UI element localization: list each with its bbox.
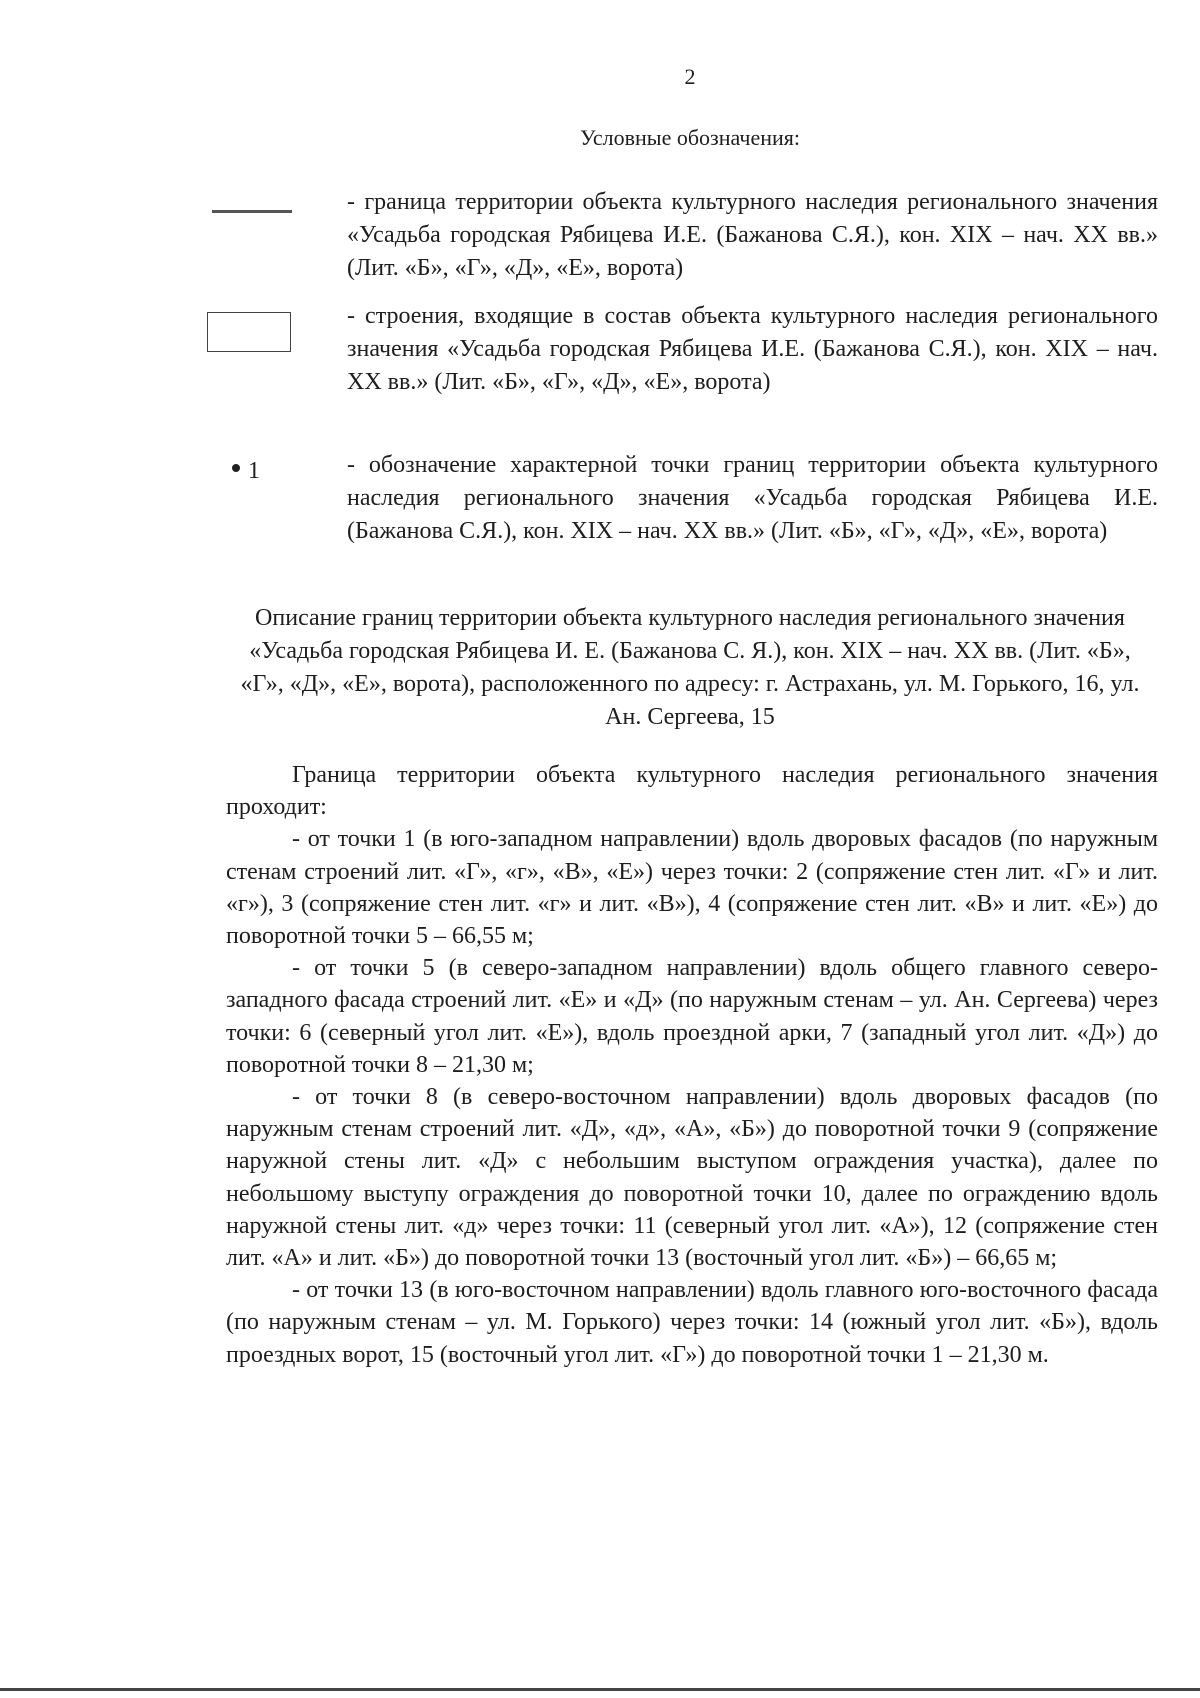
boundary-line-symbol <box>212 210 292 213</box>
legend-title: Условные обозначения: <box>579 125 801 150</box>
legend-item-point: - обозначение характерной точки границ территории объекта культурного наследия регионального значения «Усадьба городская Рябицева И.Е. (Бажанова С.Я.), кон. XIX – нач. XX вв.» (Лит. «Б», «Г», «Д», «Е», ворота) <box>347 452 1158 544</box>
description-paragraph: - от точки 8 (в северо-восточном направлении) вдоль дворовых фасадов (по наружным стенам строений лит. «Д», «д», «А», «Б») до поворотной точки 9 (сопряжение наружной стены лит. «Д» с небольшим выступом ограждения участка), далее по небольшому выступу ограждения до поворотной точки 10, далее по ограждению вдоль наружной стены лит. «д» через точки: 11 (северный угол лит. «А»), 12 (сопряжение стен лит. «А» и лит. «Б») до поворотной точки 13 (восточный угол лит. «Б») – 66,65 м; <box>226 1084 1158 1272</box>
description-paragraph: - от точки 5 (в северо-западном направлении) вдоль общего главного северо-западного фасада строений лит. «Е» и «Д» (по наружным стенам – ул. Ан. Сергеева) через точки: 6 (северный угол лит. «Е»), вдоль проездной арки, 7 (западный угол лит. «Д») до поворотной точки 8 – 21,30 м; <box>226 955 1158 1078</box>
point-marker-symbol <box>232 458 260 485</box>
point-marker-label: 1 <box>248 458 260 484</box>
legend-item-buildings: - строения, входящие в состав объекта культурного наследия регионального значения «Усадьба городская Рябицева И.Е. (Бажанова С.Я.), кон. XIX – нач. XX вв.» (Лит. «Б», «Г», «Д», «Е», ворота) <box>347 303 1158 395</box>
bottom-rule <box>0 1688 1200 1691</box>
building-outline-symbol <box>207 312 291 352</box>
point-dot-icon <box>232 464 240 472</box>
description-paragraph: Граница территории объекта культурного наследия регионального значения проходит: <box>226 762 1158 821</box>
description-paragraph: - от точки 1 (в юго-западном направлении) вдоль дворовых фасадов (по наружным стенам строений лит. «Г», «г», «В», «Е») через точки: 2 (сопряжение стен лит. «Г» и лит. «г»), 3 (сопряжение стен лит. «г» и лит. «В»), 4 (сопряжение стен лит. «В» и лит. «Е») до поворотной точки 5 – 66,55 м; <box>226 826 1158 950</box>
boundary-description <box>226 759 1158 1371</box>
legend-item-boundary: - граница территории объекта культурного наследия регионального значения «Усадьба городская Рябицева И.Е. (Бажанова С.Я.), кон. XIX – нач. XX вв.» (Лит. «Б», «Г», «Д», «Е», ворота) <box>347 189 1158 281</box>
page-number: 2 <box>684 64 696 89</box>
description-heading: Описание границ территории объекта культурного наследия регионального значения «Усадьба городская Рябицева И. Е. (Бажанова С. Я.), кон. XIX – нач. XX вв. (Лит. «Б», «Г», «Д», «Е», ворота), расположенного по адресу: г. Астрахань, ул. М. Горького, 16, ул. Ан. Сергеева, 15 <box>240 605 1140 730</box>
description-paragraph: - от точки 13 (в юго-восточном направлении) вдоль главного юго-восточного фасада (по наружным стенам – ул. М. Горького) через точки: 14 (южный угол лит. «Б»), вдоль проездных ворот, 15 (восточный угол лит. «Г») до поворотной точки 1 – 21,30 м. <box>226 1277 1158 1368</box>
